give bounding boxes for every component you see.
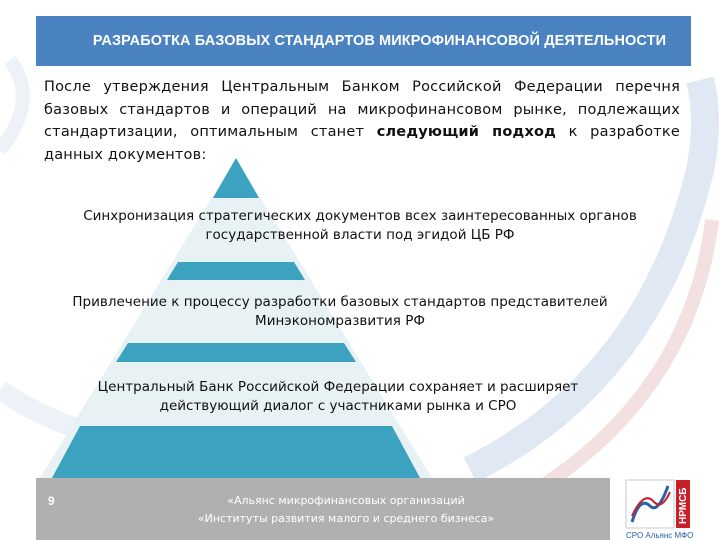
alliance-logo-icon	[624, 476, 694, 540]
footer-caption	[156, 492, 536, 528]
intro-text-before: После утверждения Центральным Банком Российской Федерации перечня базовых стандартов и операций на микрофинансовом рынке, подлежащих стандартизации, оптимальным станет	[44, 79, 680, 140]
tier-2-line-1: Привлечение к процессу разработки базовых стандартов представителей	[72, 294, 608, 310]
pyramid-band-4	[52, 426, 420, 478]
logo-brand: НРМСБ	[678, 487, 689, 524]
footer-bar	[36, 478, 610, 540]
footer-line-2: «Институты развития малого и среднего бизнеса»	[197, 512, 495, 525]
logo-caption: СРО Альянс МФО	[626, 531, 694, 540]
page-number: 9	[48, 494, 55, 508]
tier-3-line-1: Центральный Банк Российской Федерации сохраняет и расширяет	[97, 379, 579, 395]
pyramid-tier-2	[20, 293, 660, 331]
pyramid-band-3	[116, 343, 356, 362]
tier-1-line-1: Синхронизация стратегических документов всех заинтересованных органов	[83, 208, 637, 224]
footer-line-1: «Альянс микрофинансовых организаций	[227, 494, 465, 507]
intro-text-after: к разработке данных документов:	[44, 124, 681, 163]
page-title: РАЗРАБОТКА БАЗОВЫХ СТАНДАРТОВ МИКРОФИНАНСОВОЙ ДЕЯТЕЛЬНОСТИ	[92, 33, 667, 49]
tier-1-line-2: государственной власти под эгидой ЦБ РФ	[205, 227, 515, 243]
pyramid-band-2	[167, 262, 305, 280]
tier-3-line-2: действующий диалог с участниками рынка и СРО	[159, 398, 517, 414]
tier-2-line-2: Минэкономразвития РФ	[255, 313, 425, 329]
intro-bold: следующий подход	[376, 124, 557, 140]
pyramid-tier-3	[18, 378, 658, 416]
pyramid-tier-1	[40, 207, 680, 245]
pyramid-band-1	[213, 158, 259, 198]
